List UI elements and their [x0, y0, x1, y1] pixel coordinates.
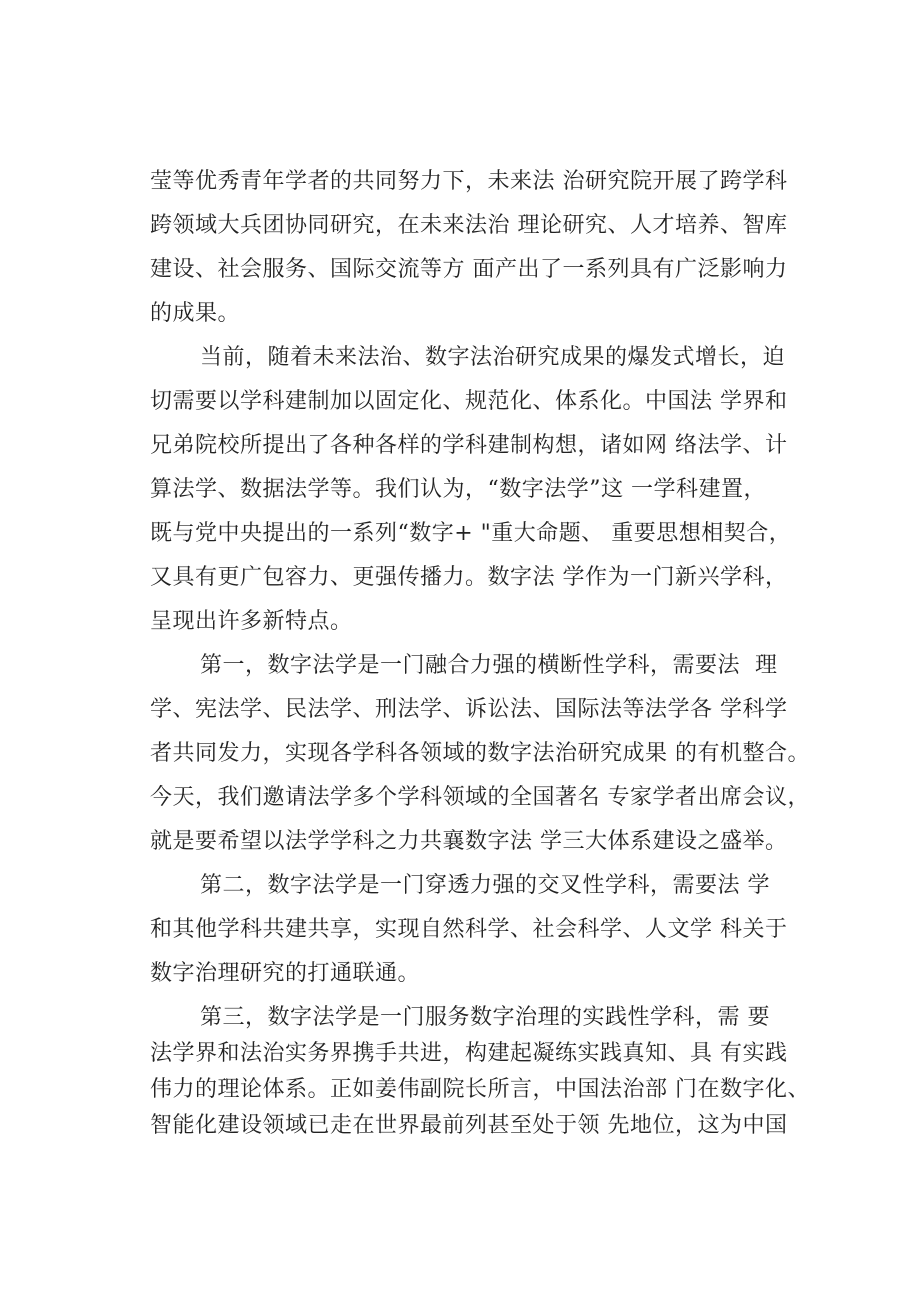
text-line: 伟力的理论体系。正如姜伟副院长所言，中国法治部 门在数字化、	[150, 1077, 810, 1102]
text-line: 呈现出许多新特点。	[150, 609, 353, 634]
text-line: 就是要希望以法学学科之力共襄数字法 学三大体系建设之盛举。	[150, 829, 788, 854]
text-line: 数字治理研究的打通联通。	[150, 961, 421, 986]
text-line: 既与党中央提出的一系列“数字+ "重大命题、 重要思想相契合，	[150, 521, 792, 546]
text-line: 算法学、数据法学等。我们认为，“数字法学”这 一学科建置，	[150, 477, 766, 502]
text-line: 跨领域大兵团协同研究，在未来法治 理论研究、人才培养、智库	[150, 213, 788, 238]
text-line: 又具有更广包容力、更强传播力。数字法 学作为一门新兴学科，	[150, 565, 788, 590]
text-line: 建设、社会服务、国际交流等方 面产出了一系列具有广泛影响力	[150, 257, 788, 282]
paragraph-start-line: 第二，数字法学是一门穿透力强的交叉性学科，需要法 学	[200, 873, 770, 898]
text-line: 法学界和法治实务界携手共进，构建起凝练实践真知、具 有实践	[150, 1041, 788, 1066]
text-line: 切需要以学科建制加以固定化、规范化、体系化。中国法 学界和	[150, 389, 788, 414]
text-line: 莹等优秀青年学者的共同努力下，未来法 治研究院开展了跨学科	[150, 169, 788, 194]
paragraph-start-line: 第三，数字法学是一门服务数字治理的实践性学科，需 要	[200, 1005, 770, 1030]
text-line: 者共同发力，实现各学科各领域的数字法治研究成果 的有机整合。	[150, 741, 810, 766]
paragraph-start-line: 当前，随着未来法治、数字法治研究成果的爆发式增长，迫	[200, 345, 786, 370]
text-line: 学、宪法学、民法学、刑法学、诉讼法、国际法等法学各 学科学	[150, 697, 788, 722]
text-line: 智能化建设领域已走在世界最前列甚至处于领 先地位，这为中国	[150, 1113, 788, 1138]
text-line: 的成果。	[150, 301, 241, 326]
text-line: 兄弟院校所提出了各种各样的学科建制构想，诸如网 络法学、计	[150, 433, 788, 458]
text-line: 今天，我们邀请法学多个学科领域的全国著名 专家学者出席会议，	[150, 785, 810, 810]
text-line: 和其他学科共建共享，实现自然科学、社会科学、人文学 科关于	[150, 917, 788, 942]
paragraph-start-line: 第一，数字法学是一门融合力强的横断性学科，需要法 理	[200, 653, 778, 678]
